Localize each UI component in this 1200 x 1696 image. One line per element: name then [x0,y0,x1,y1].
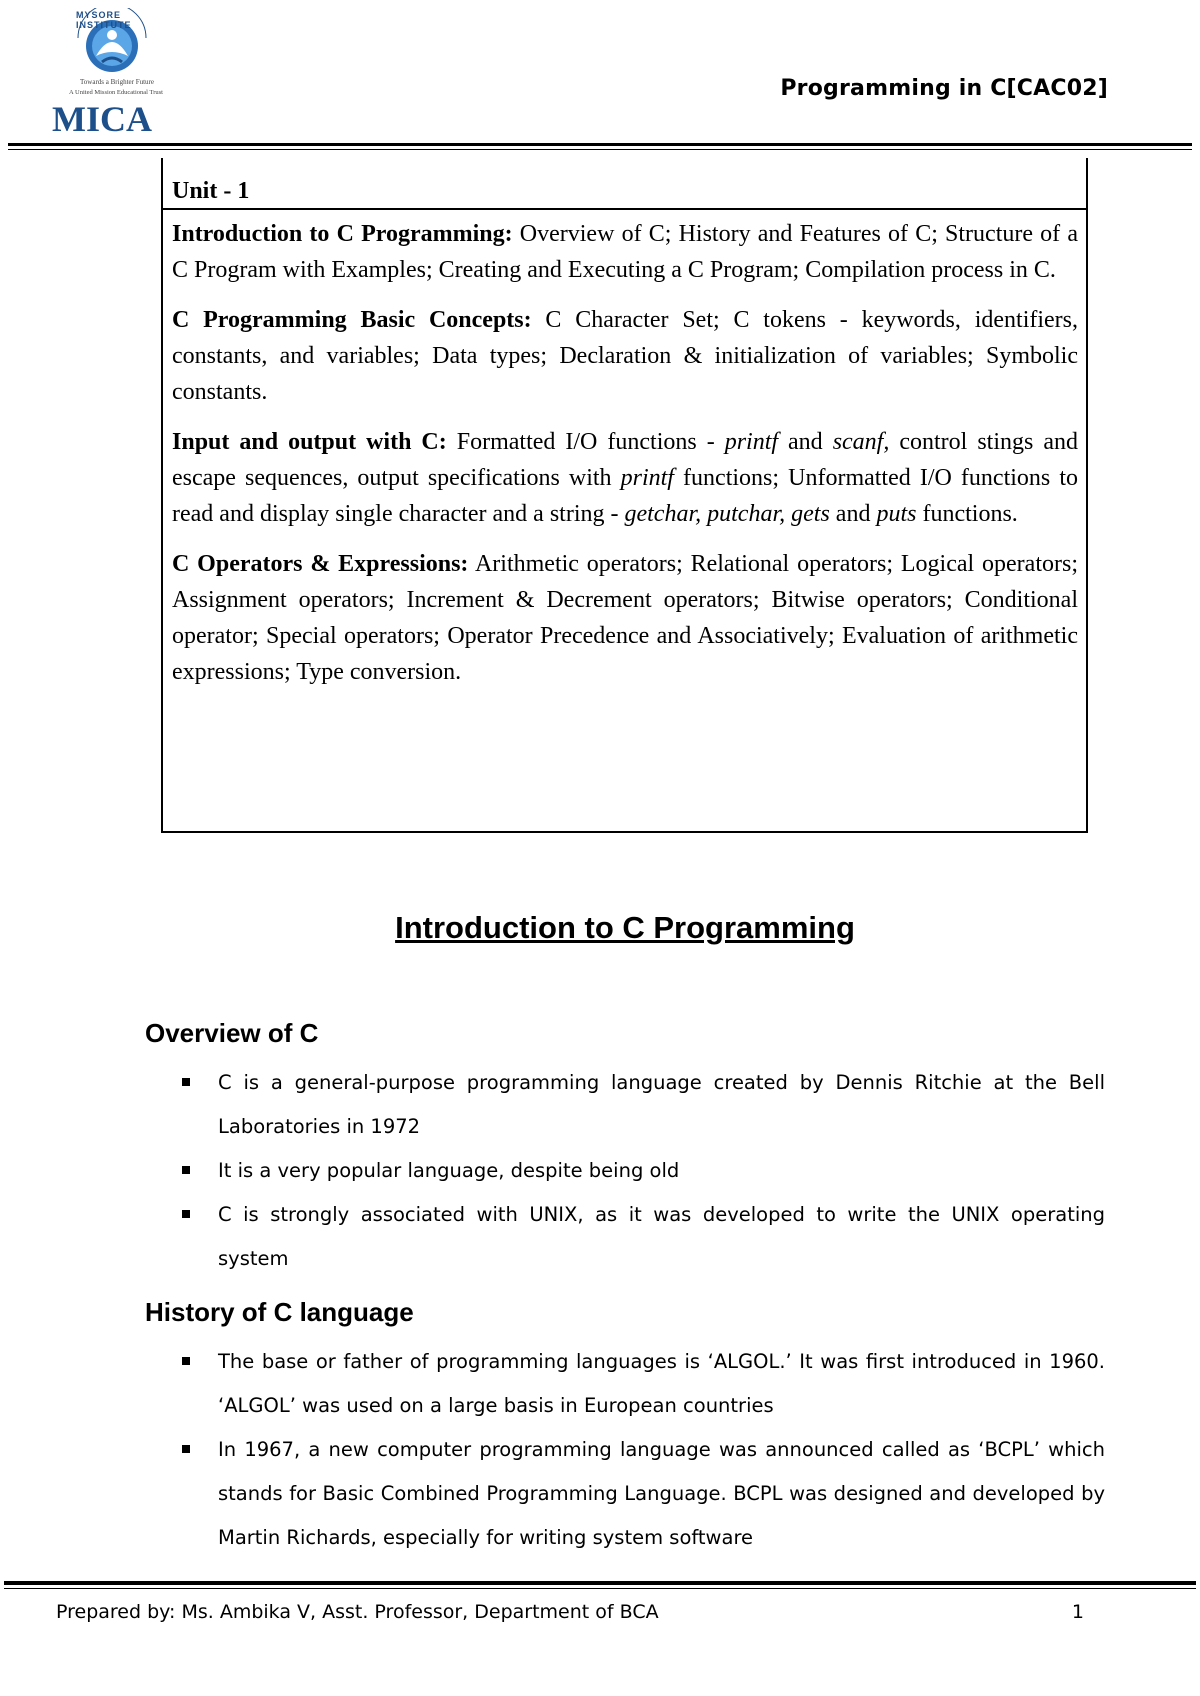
list-item-text: C is strongly associated with UNIX, as it was developed to write the UNIX operating system [218,1203,1105,1270]
list-item-text: C is a general-purpose programming language created by Dennis Ritchie at the Bell Laboratories in 1972 [218,1071,1105,1138]
syllabus-text-part: and [829,501,877,527]
syllabus-topic-title: Input and output with C: [172,429,447,455]
bullet-icon [182,1357,190,1365]
header-rule [8,143,1192,146]
syllabus-topic-text: C Character Set; C tokens - keywords, identifiers, constants, and variables; Data types; Declaration & initialization of variables; Symbolic constants. [172,307,1079,405]
syllabus-function-name: scanf, [832,429,890,455]
header-rule-thin [8,149,1192,150]
footer-rule [4,1581,1196,1585]
syllabus-topic-text: Arithmetic operators; Relational operators; Logical operators; Assignment operators; Increment & Decrement operators; Bitwise operators; Conditional operator; Special operators; Operator Precedence and Associatively; Evaluation of arithmetic expressions; Type conversion. [172,551,1078,685]
syllabus-function-name: printf [620,465,674,491]
syllabus-text-part: functions; Unformatted I/O functions to read and display single character and a string - [172,465,1078,527]
syllabus-paragraph [172,302,1078,410]
syllabus-topic-title: C Programming Basic Concepts: [172,307,532,333]
course-title: Programming in C[CAC02] [780,76,1108,101]
list-item [145,1061,1105,1149]
syllabus-function-name: puts [876,501,917,527]
mica-logo [52,8,172,140]
history-bullet-list [145,1340,1105,1560]
bullet-icon [182,1078,190,1086]
syllabus-paragraph [172,424,1078,532]
syllabus-topic-title: C Operators & Expressions: [172,551,469,577]
syllabus-box [161,158,1088,833]
list-item [145,1193,1105,1281]
syllabus-body [163,210,1086,690]
list-item [145,1149,1105,1193]
syllabus-paragraph [172,546,1078,690]
unit-label: Unit - 1 [163,158,1086,210]
list-item-text: It is a very popular language, despite being old [218,1159,680,1182]
logo-tagline-2: A United Mission Educational Trust [69,89,163,96]
section-heading-overview: Overview of C [145,1018,319,1048]
syllabus-function-name: getchar, putchar, gets [624,501,830,527]
syllabus-text-part: functions. [916,501,1018,527]
syllabus-text-part: and [778,429,833,455]
section-heading-history: History of C language [145,1297,414,1327]
bullet-icon [182,1166,190,1174]
logo-tagline-1: Towards a Brighter Future [80,78,154,86]
overview-bullet-list [145,1061,1105,1281]
list-item [145,1340,1105,1428]
syllabus-function-name: printf [724,429,779,455]
logo-name: MICA [52,99,152,139]
syllabus-topic-text: Overview of C; History and Features of C; Structure of a C Program with Examples; Creating and Executing a C Program; Compilation process in C. [172,221,1078,283]
bullet-icon [182,1210,190,1218]
list-item [145,1428,1105,1560]
list-item-text: The base or father of programming languages is ‘ALGOL.’ It was first introduced in 1960. ‘ALGOL’ was used on a large basis in European countries [218,1350,1105,1417]
bullet-icon [182,1445,190,1453]
syllabus-topic-title: Introduction to C Programming: [172,221,513,247]
syllabus-text-part: Formatted I/O functions - [446,429,725,455]
list-item-text: In 1967, a new computer programming language was announced called as ‘BCPL’ which stands for Basic Combined Programming Language. BCPL was designed and developed by Martin Richards, especially for writing system software [218,1438,1105,1549]
page-number: 1 [1071,1601,1084,1623]
logo-arc-text: MYSORE INSTITUTE [76,10,132,30]
footer-rule-thin [4,1588,1196,1589]
syllabus-paragraph [172,216,1078,288]
page-heading: Introduction to C Programming [395,910,855,945]
footer-prepared-by: Prepared by: Ms. Ambika V, Asst. Professor, Department of BCA [56,1601,659,1623]
syllabus-text-part: control stings and escape sequences, output specifications with [172,429,1078,491]
